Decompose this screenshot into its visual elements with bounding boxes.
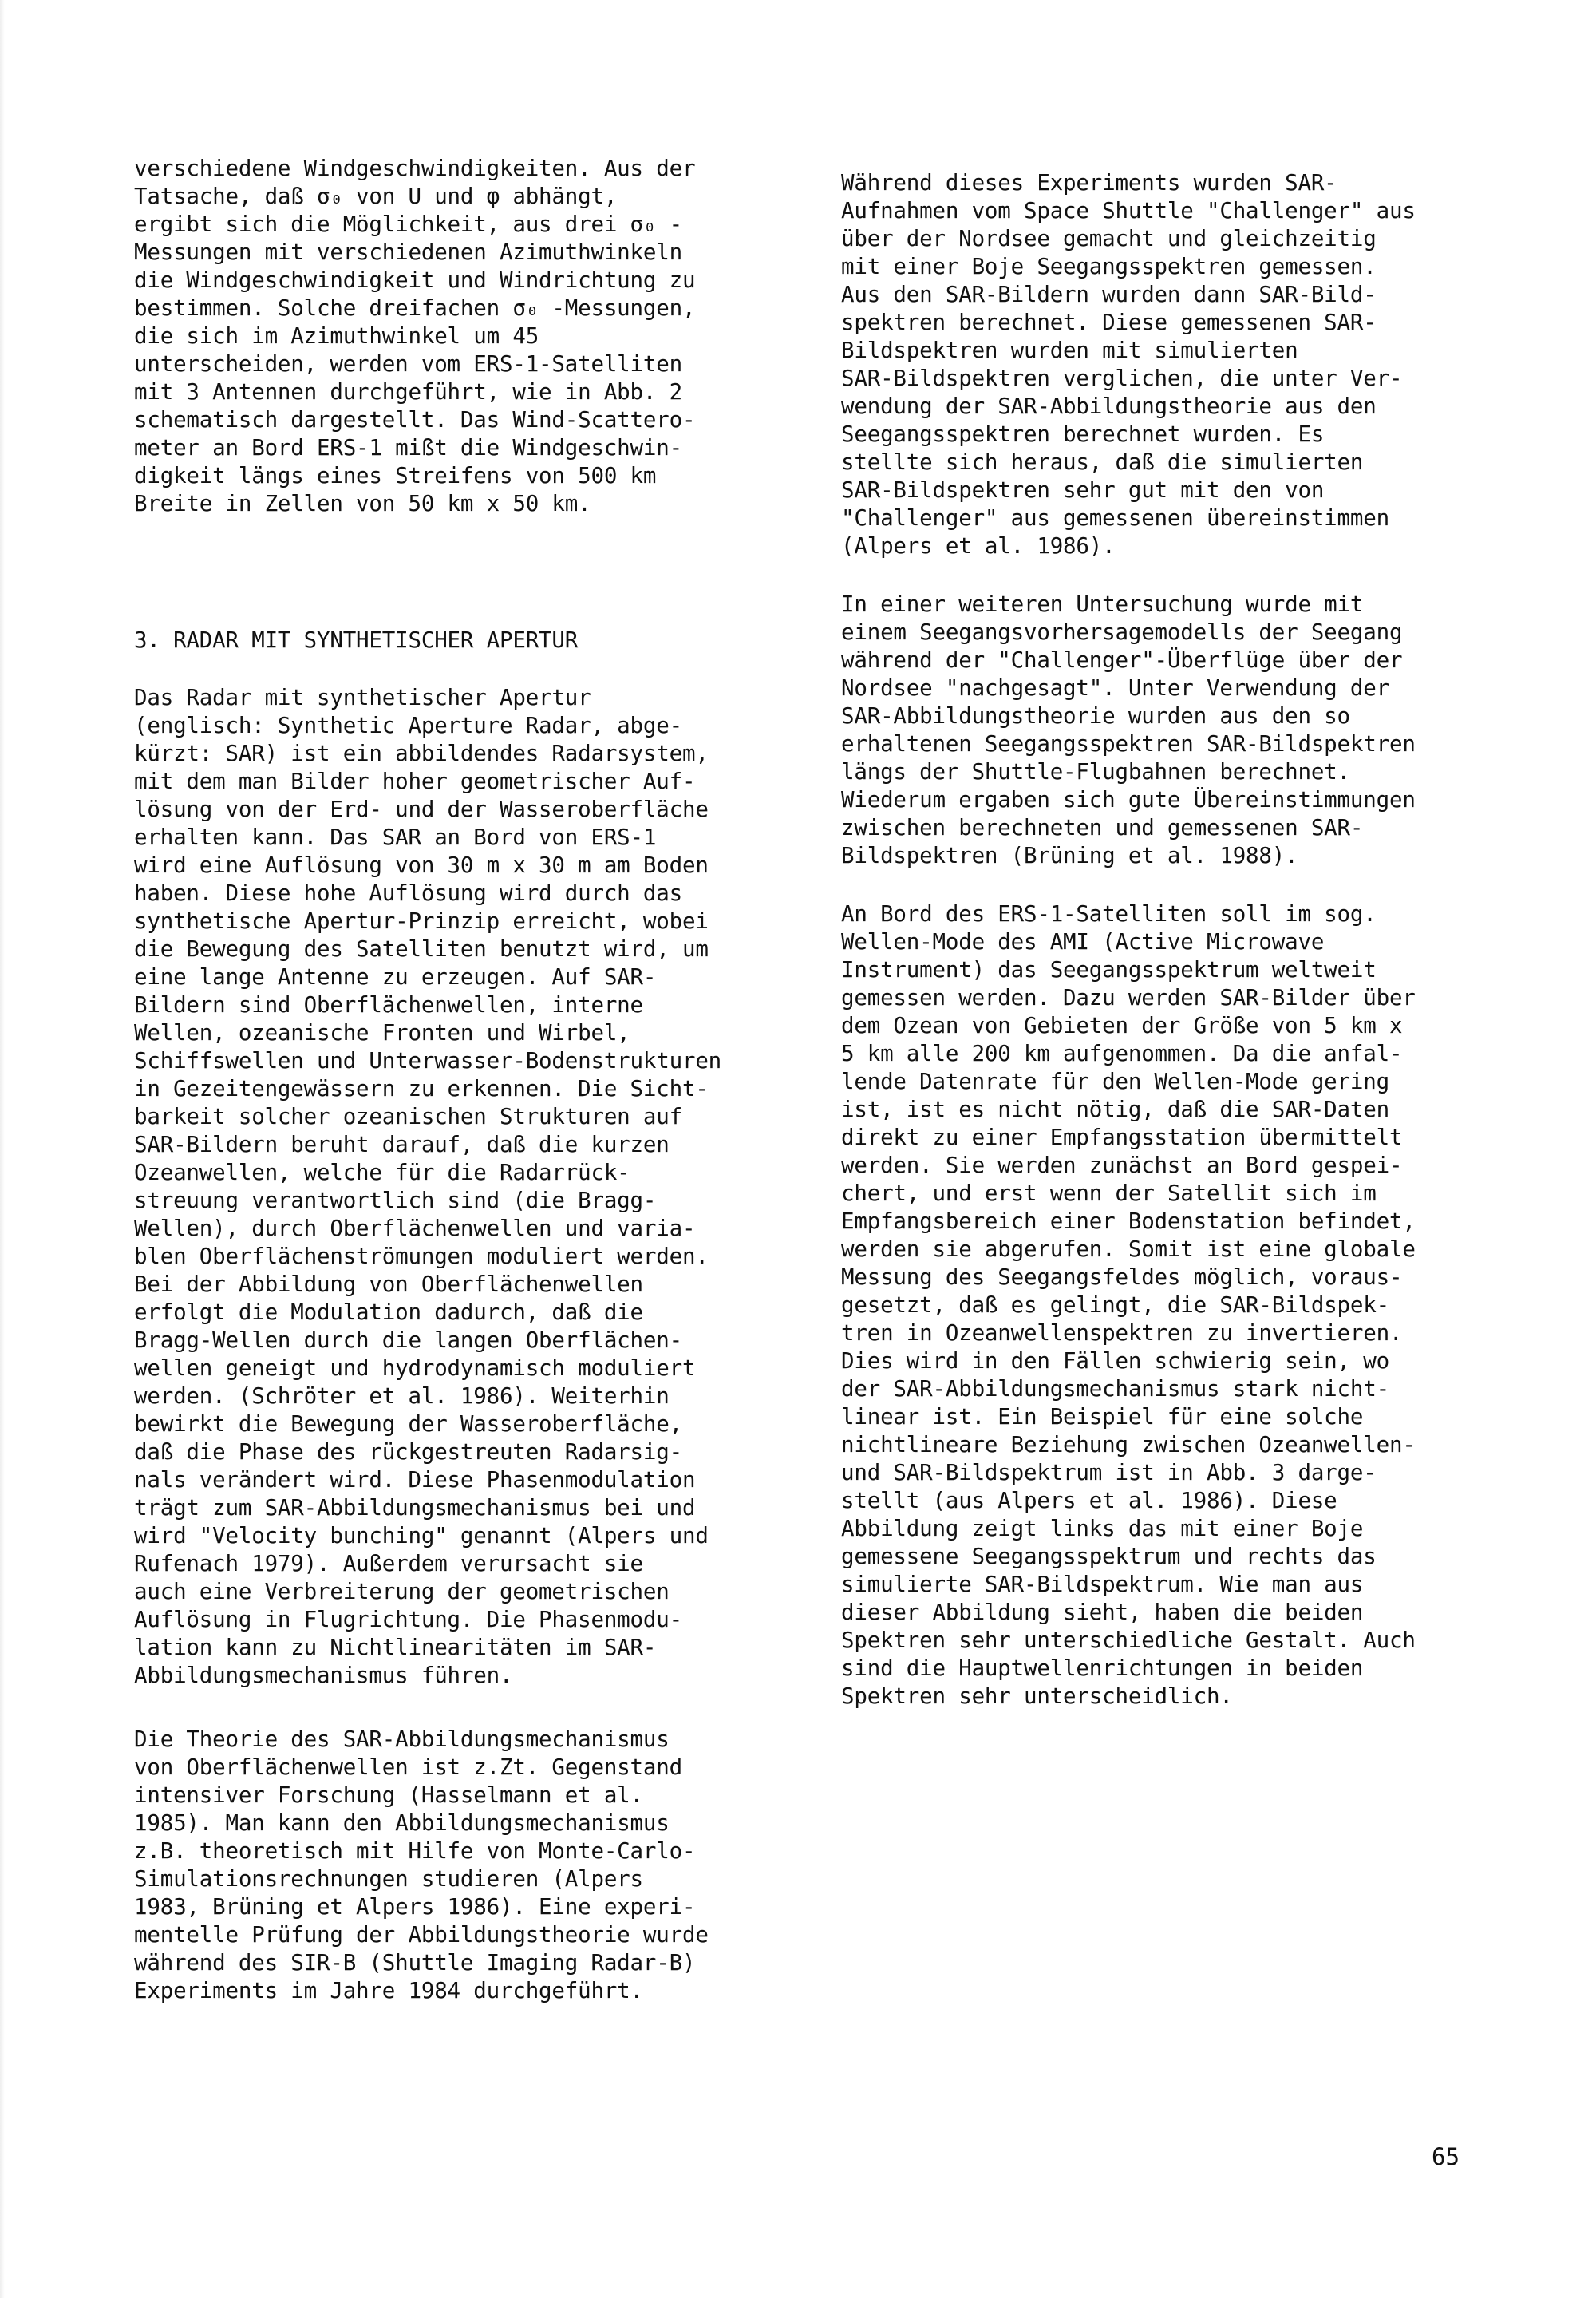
page-number: 65 <box>1432 2143 1460 2170</box>
paragraph-challenger-experiment: Während dieses Experiments wurden SAR- Aufnahmen vom Space Shuttle "Challenger" aus über der Nordsee gemacht und gleichzeitig mit einer Boje Seegangsspektren gemessen. Aus den SAR-Bildern wurden dann SAR-Bild- spektren berechnet. Diese gemessenen SAR- Bildspektren wurden mit simulierten SAR-Bildspektren verglichen, die unter Ver- wendung der SAR-Abbildungstheorie aus den Seegangsspektren berechnet wurden. Es stellte sich heraus, daß die simulierten SAR-Bildspektren sehr gut mit den von "Challenger" aus gemessenen übereinstimmen (Alpers et al. 1986). <box>841 170 1416 559</box>
paragraph-further-study: In einer weiteren Untersuchung wurde mit einem Seegangsvorhersagemodells der Seegang während der "Challenger"-Überflüge über der Nordsee "nachgesagt". Unter Verwendung der SAR-Abbildungstheorie wurden aus den so erhaltenen Seegangsspektren SAR-Bildspektren längs der Shuttle-Flugbahnen berechnet. Wiederum ergaben sich gute Übereinstimmungen zwischen berechneten und gemessenen SAR- Bildspektren (Brüning et al. 1988). <box>841 591 1416 868</box>
paragraph-wind-scatterometer: verschiedene Windgeschwindigkeiten. Aus der Tatsache, daß σ₀ von U und φ abhängt, ergibt sich die Möglichkeit, aus drei σ₀ - Messungen mit verschiedenen Azimuthwinkeln die Windgeschwindigkeit und Windrichtung zu bestimmen. Solche dreifachen σ₀ -Messungen, die sich im Azimuthwinkel um 45 unterscheiden, werden vom ERS-1-Satelliten mit 3 Antennen durchgeführt, wie in Abb. 2 schematisch dargestellt. Das Wind-Scattero- meter an Bord ERS-1 mißt die Windgeschwin- digkeit längs eines Streifens von 500 km Breite in Zellen von 50 km x 50 km. <box>134 156 696 516</box>
paragraph-ers1-wave-mode: An Bord des ERS-1-Satelliten soll im sog. Wellen-Mode des AMI (Active Microwave Instrument) das Seegangsspektrum weltweit gemessen werden. Dazu werden SAR-Bilder über dem Ozean von Gebieten der Größe von 5 km x 5 km alle 200 km aufgenommen. Da die anfal- lende Datenrate für den Wellen-Mode gering ist, ist es nicht nötig, daß die SAR-Daten direkt zu einer Empfangsstation übermittelt werden. Sie werden zunächst an Bord gespei- chert, und erst wenn der Satellit sich im Empfangsbereich einer Bodenstation befindet, werden sie abgerufen. Somit ist eine globale Messung des Seegangsfeldes möglich, voraus- gesetzt, daß es gelingt, die SAR-Bildspek- tren in Ozeanwellenspektren zu invertieren. Dies wird in den Fällen schwierig sein, wo der SAR-Abbildungsmechanismus stark nicht- linear ist. Ein Beispiel für eine solche nichtlineare Beziehung zwischen Ozeanwellen- und SAR-Bildspektrum ist in Abb. 3 darge- stellt (aus Alpers et al. 1986). Diese Abbildung zeigt links das mit einer Boje gemessene Seegangsspektrum und rechts das simulierte SAR-Bildspektrum. Wie man aus dieser Abbildung sieht, haben die beiden Spektren sehr unterschiedliche Gestalt. Auch sind die Hauptwellenrichtungen in beiden Spektren sehr unterscheidlich. <box>841 901 1416 1709</box>
paragraph-sar-theory: Die Theorie des SAR-Abbildungsmechanismus von Oberflächenwellen ist z.Zt. Gegenstand intensiver Forschung (Hasselmann et al. 1985). Man kann den Abbildungsmechanismus z.B. theoretisch mit Hilfe von Monte-Carlo- Simulationsrechnungen studieren (Alpers 1983, Brüning et Alpers 1986). Eine experi- mentelle Prüfung der Abbildungstheorie wurde während des SIR-B (Shuttle Imaging Radar-B) Experiments im Jahre 1984 durchgeführt. <box>134 1726 709 2003</box>
scan-edge-shadow <box>0 0 5 2298</box>
paragraph-sar-intro: Das Radar mit synthetischer Apertur (englisch: Synthetic Aperture Radar, abge- kürzt: SAR) ist ein abbildendes Radarsystem, mit dem man Bilder hoher geometrischer Auf- lösung von der Erd- und der Wasseroberfläche erhalten kann. Das SAR an Bord von ERS-1 wird eine Auflösung von 30 m x 30 m am Boden haben. Diese hohe Auflösung wird durch das synthetische Apertur-Prinzip erreicht, wobei die Bewegung des Satelliten benutzt wird, um eine lange Antenne zu erzeugen. Auf SAR- Bildern sind Oberflächenwellen, interne Wellen, ozeanische Fronten und Wirbel, Schiffswellen und Unterwasser-Bodenstrukturen in Gezeitengewässern zu erkennen. Die Sicht- barkeit solcher ozeanischen Strukturen auf SAR-Bildern beruht darauf, daß die kurzen Ozeanwellen, welche für die Radarrück- streuung verantwortlich sind (die Bragg- Wellen), durch Oberflächenwellen und varia- blen Oberflächenströmungen moduliert werden. Bei der Abbildung von Oberflächenwellen erfolgt die Modulation dadurch, daß die Bragg-Wellen durch die langen Oberflächen- wellen geneigt und hydrodynamisch moduliert werden. (Schröter et al. 1986). Weiterhin bewirkt die Bewegung der Wasseroberfläche, daß die Phase des rückgestreuten Radarsig- nals verändert wird. Diese Phasenmodulation trägt zum SAR-Abbildungsmechanismus bei und wird "Velocity bunching" genannt (Alpers und Rufenach 1979). Außerdem verursacht sie auch eine Verbreiterung der geometrischen Auflösung in Flugrichtung. Die Phasenmodu- lation kann zu Nichtlinearitäten im SAR- Abbildungsmechanismus führen. <box>134 685 722 1688</box>
section-heading-radar: 3. RADAR MIT SYNTHETISCHER APERTUR <box>134 627 579 653</box>
